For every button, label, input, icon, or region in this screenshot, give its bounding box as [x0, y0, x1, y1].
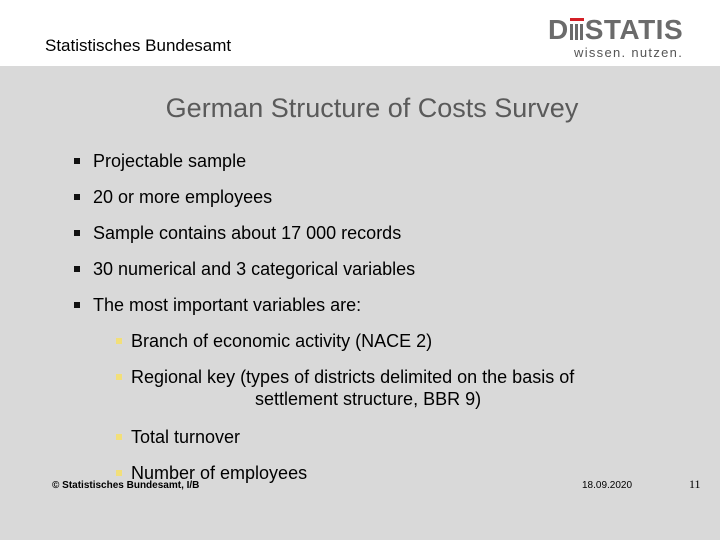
sub-bullet-text: Total turnover — [131, 427, 241, 447]
slide-header — [0, 0, 720, 66]
bullet-item — [66, 258, 415, 294]
bullet-square-icon — [74, 158, 80, 164]
bullet-text: 30 numerical and 3 categorical variables — [93, 259, 416, 279]
bullet-square-icon — [74, 230, 80, 236]
logo-letters-statis: STATIS — [584, 14, 684, 45]
bullet-item — [66, 294, 415, 330]
bullet-square-icon — [74, 302, 80, 308]
sub-bullet-continuation: settlement structure, BBR 9) — [255, 389, 482, 409]
bullet-square-icon — [74, 194, 80, 200]
bullet-text: Sample contains about 17 000 records — [93, 223, 402, 243]
sub-bullet-item — [110, 366, 574, 426]
main-bullet-list — [66, 150, 415, 330]
bullet-item — [66, 186, 415, 222]
sub-bullet-text: Branch of economic activity (NACE 2) — [131, 331, 433, 351]
bullet-text: The most important variables are: — [93, 295, 362, 315]
bullet-text: Projectable sample — [93, 151, 247, 171]
footer-copyright: © Statistisches Bundesamt, I/B — [52, 480, 200, 491]
bullet-item — [66, 150, 415, 186]
logo-letter-d: D — [548, 14, 569, 45]
footer-date: 18.09.2020 — [582, 480, 633, 491]
sub-bullet-item — [110, 330, 574, 366]
logo-wordmark — [548, 16, 683, 44]
page-number: 11 — [689, 477, 701, 491]
sub-bullet-item — [110, 426, 574, 462]
organization-name: Statistisches Bundesamt — [45, 36, 232, 55]
logo-slogan: wissen. nutzen. — [574, 45, 684, 60]
slide-title: German Structure of Costs Survey — [165, 93, 579, 123]
sub-bullet-list — [110, 330, 574, 492]
destatis-logo — [548, 10, 698, 58]
sub-bullet-text: Number of employees — [131, 463, 308, 483]
logo-bars-icon — [570, 18, 584, 40]
bullet-item — [66, 222, 415, 258]
bullet-text: 20 or more employees — [93, 187, 273, 207]
sub-bullet-square-icon — [116, 470, 122, 476]
sub-bullet-square-icon — [116, 374, 122, 380]
sub-bullet-square-icon — [116, 338, 122, 344]
sub-bullet-square-icon — [116, 434, 122, 440]
bullet-square-icon — [74, 266, 80, 272]
sub-bullet-text: Regional key (types of districts delimited on the basis of — [131, 367, 575, 387]
slide-content — [0, 66, 720, 540]
